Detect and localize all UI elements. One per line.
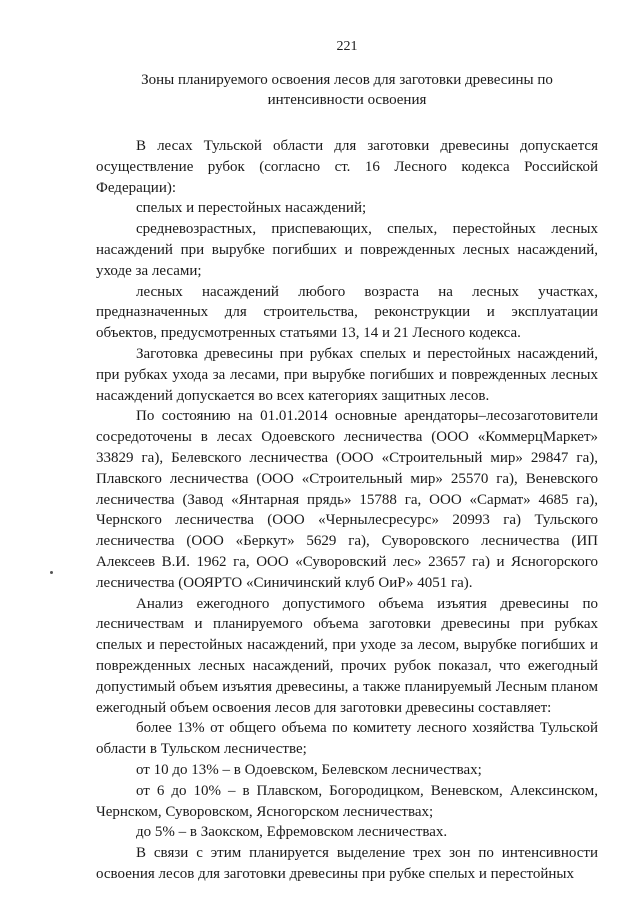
document-page	[96, 38, 598, 885]
list-item-6-10: от 6 до 10% – в Плавском, Богородицком, Веневском, Алексинском, Чернском, Суворовском, Ясногорском лесничествах;	[96, 782, 598, 820]
title-line-1: Зоны планируемого освоения лесов для заготовки древесины по	[141, 72, 553, 88]
paragraph-intro: В лесах Тульской области для заготовки древесины допускается осуществление рубок (согласно ст. 16 Лесного кодекса Российской Федерации):	[96, 138, 598, 196]
document-body	[96, 136, 598, 885]
list-item-10-13: от 10 до 13% – в Одоевском, Белевском лесничествах;	[136, 761, 482, 778]
paragraph-zones: В связи с этим планируется выделение трех зон по интенсивности освоения лесов для заготовки древесины при рубке спелых и перестойных	[96, 845, 598, 882]
list-item-mature: спелых и перестойных насаждений;	[136, 200, 367, 217]
list-item-middle-aged: средневозрастных, приспевающих, спелых, перестойных лесных насаждений при вырубке погибших и поврежденных лесных насаждений, уходе за лесами;	[96, 221, 598, 279]
list-item-over-13: более 13% от общего объема по комитету лесного хозяйства Тульской области в Тульском лесничестве;	[96, 720, 598, 758]
list-item-under-5: до 5% – в Заокском, Ефремовском лесничествах.	[136, 824, 448, 841]
paragraph-tenants: По состоянию на 01.01.2014 основные арендаторы–лесозаготовители сосредоточены в лесах Одоевского лесничества (ООО «КоммерцМаркет» 33829 га), Белевского лесничества (ООО «Строительный мир» 29847 га), Плавского лесничества (ООО «Строительный мир» 25570 га), Веневского лесничества (Завод «Янтарная прядь» 15788 га, ООО «Сармат» 4685 га), Чернского лесничества (ООО «Чернылесресурс» 20993 га) Тульского лесничества (ООО «Беркут» 5629 га), Суворовского лесничества (ИП Алексеев В.И. 1962 га, ООО «Суворовский лес» 23657 га) и Ясногорского лесничества (ООЯРТО «Синичинский клуб ОиР» 4051 га).	[96, 408, 598, 591]
page-number: 221	[336, 39, 358, 54]
list-item-any-age: лесных насаждений любого возраста на лесных участках, предназначенных для строительства, реконструкции и эксплуатации объектов, предусмотренных статьями 13, 14 и 21 Лесного кодекса.	[96, 283, 598, 342]
paragraph-protective-forests: Заготовка древесины при рубках спелых и перестойных насаждений, при рубках ухода за лесами, при вырубке погибших и поврежденных лесных насаждений допускается во всех категориях защитных лесов.	[96, 345, 598, 404]
scan-speck	[50, 571, 53, 574]
document-title	[96, 70, 598, 110]
paragraph-analysis: Анализ ежегодного допустимого объема изъятия древесины по лесничествам и планируемого объема заготовки древесины при рубках спелых и перестойных насаждений, при уходе за лесом, вырубке погибших и поврежденных лесных насаждений, прочих рубок показал, что ежегодный допустимый объем изъятия древесины, а также планируемый Лесным планом ежегодный объем освоения лесов для заготовки древесины составляет:	[96, 595, 598, 716]
title-line-2: интенсивности освоения	[267, 92, 427, 108]
